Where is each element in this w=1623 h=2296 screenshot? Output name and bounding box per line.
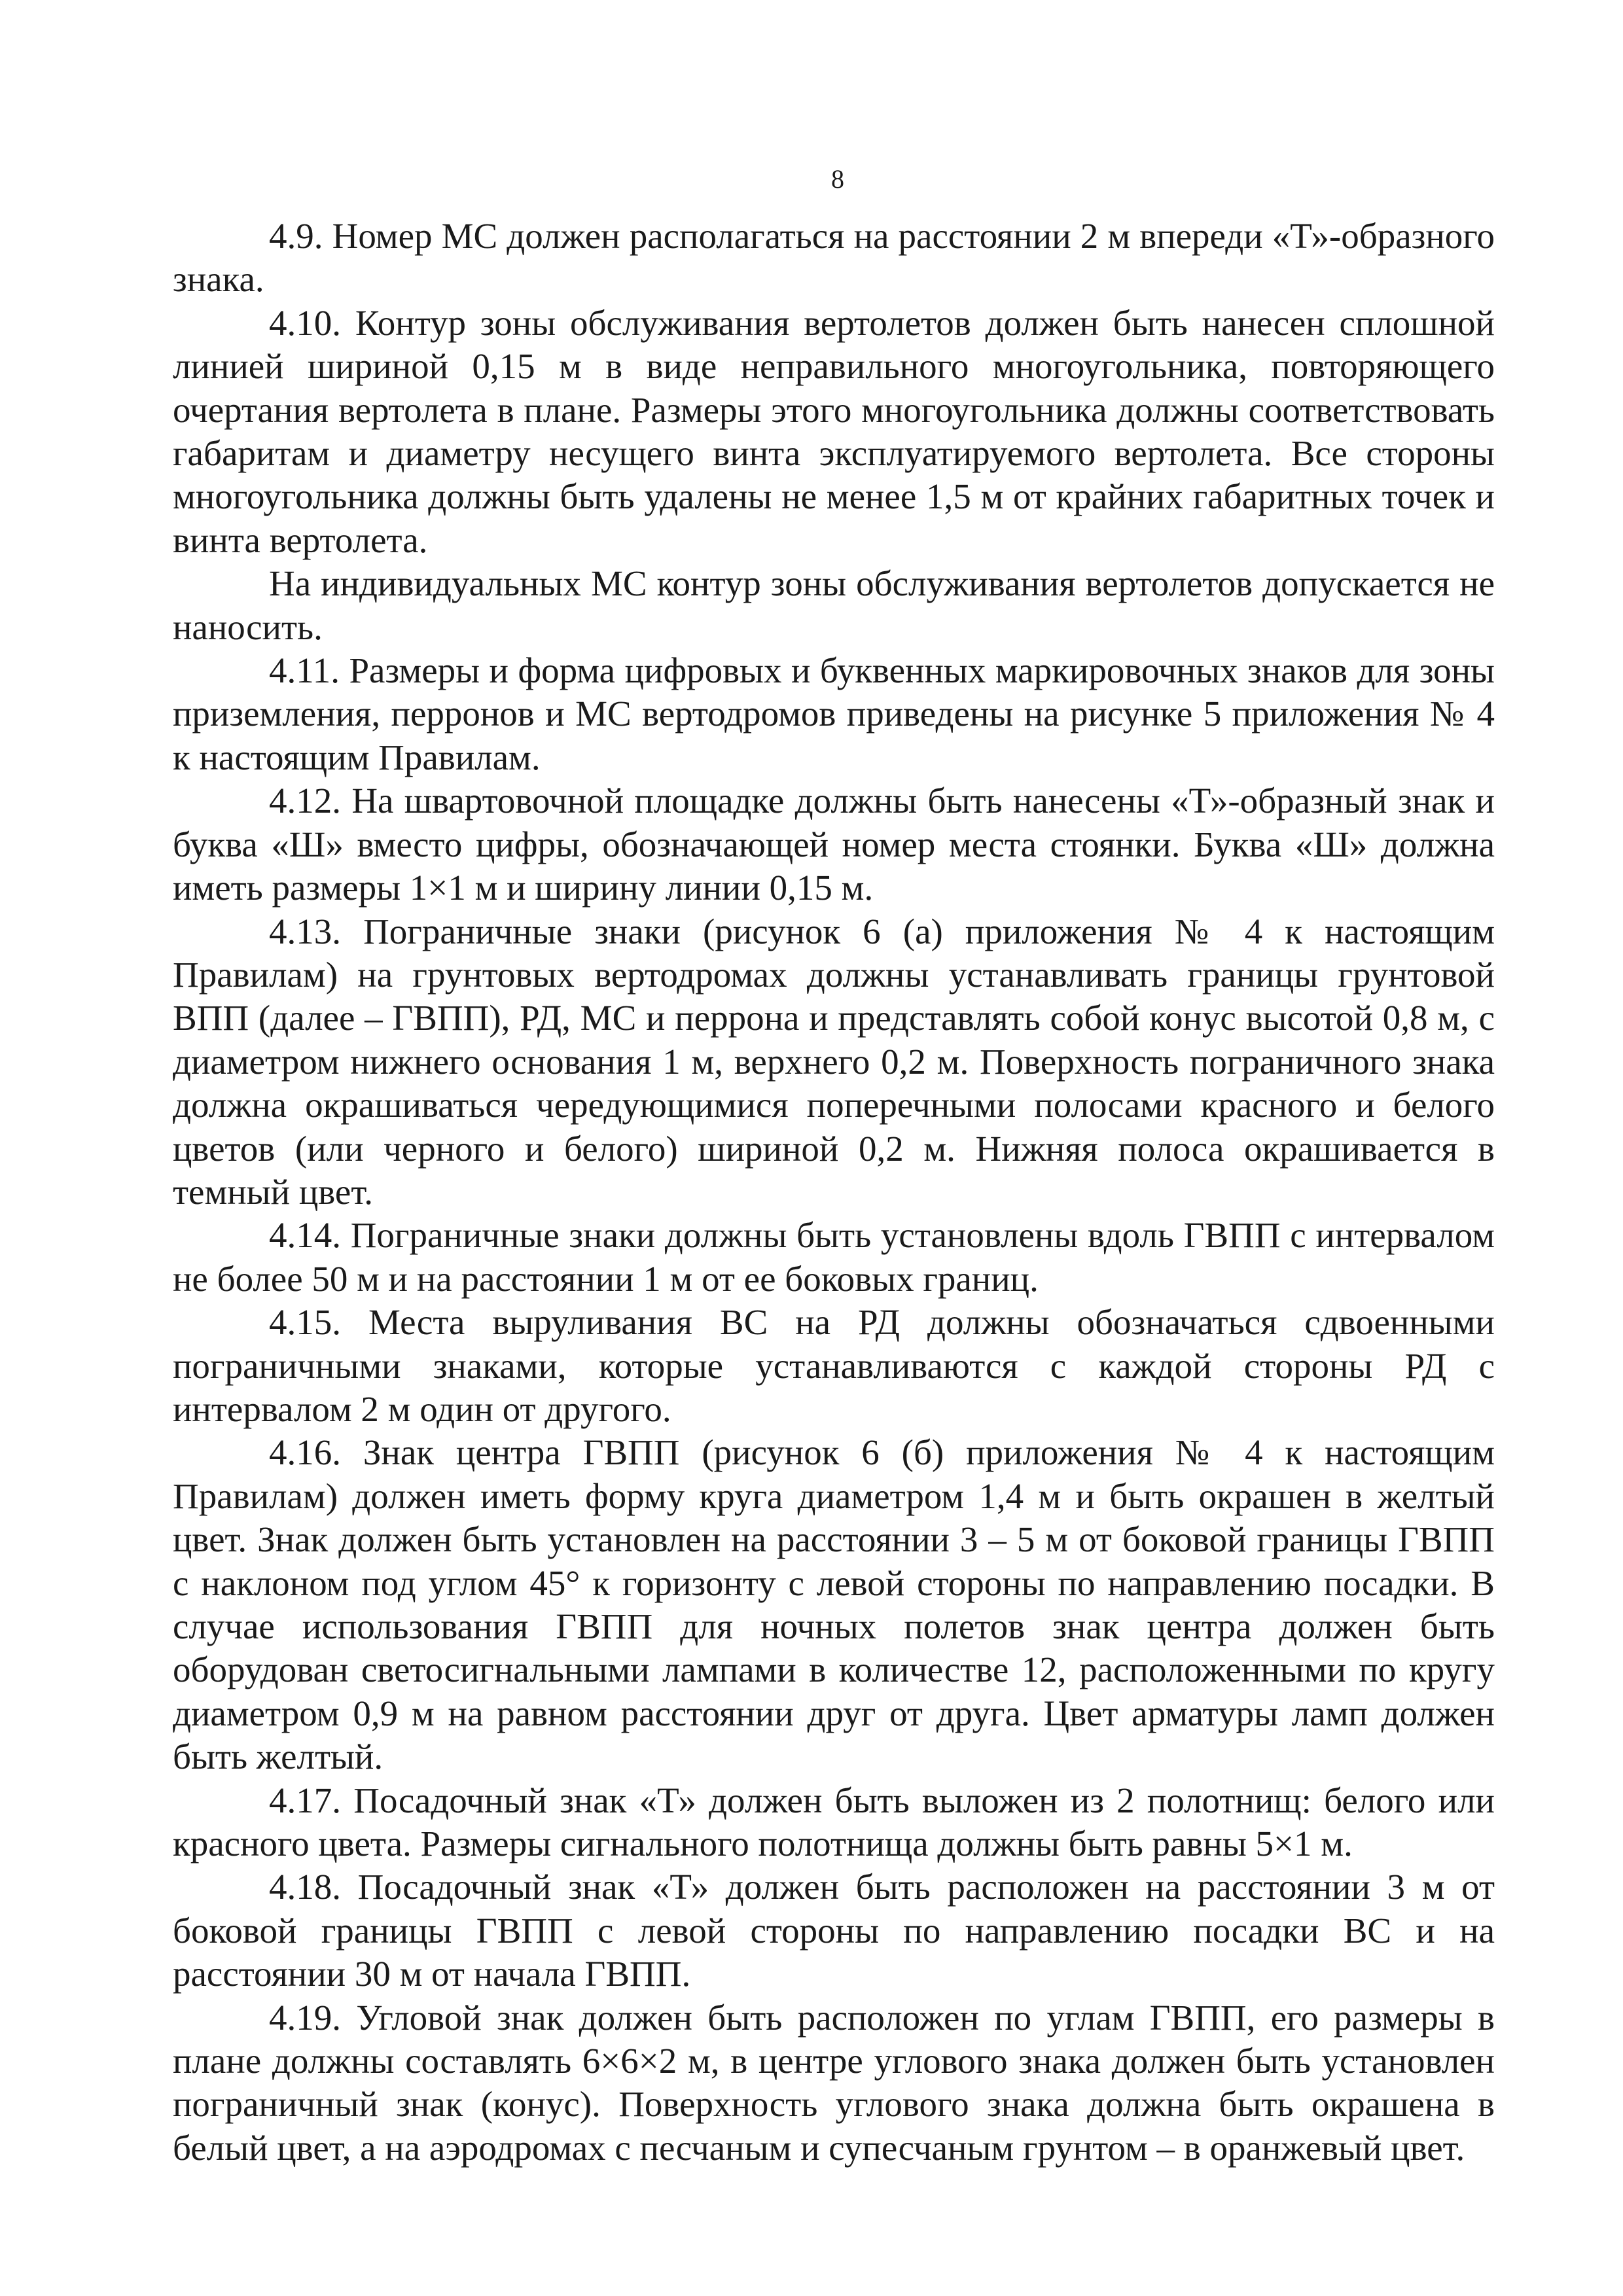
- paragraph-4-13: 4.13. Пограничные знаки (рисунок 6 (а) приложения № 4 к настоящим Правилам) на грунтовых вертодромах должны устанавливать границы грунтовой ВПП (далее – ГВПП), РД, МС и перрона и представлять собой конус высотой 0,8 м, с диаметром нижнего основания 1 м, верхнего 0,2 м. Поверхность пограничного знака должна окрашиваться чередующимися поперечными полосами красного и белого цветов (или черного и белого) шириной 0,2 м. Нижняя полоса окрашивается в темный цвет.: [173, 911, 1495, 1212]
- paragraph-4-9: 4.9. Номер МС должен располагаться на расстоянии 2 м впереди «Т»-образного знака.: [173, 216, 1495, 300]
- paragraph-4-19: 4.19. Угловой знак должен быть расположен по углам ГВПП, его размеры в плане должны составлять 6×6×2 м, в центре углового знака должен быть установлен пограничный знак (конус). Поверхность углового знака должна быть окрашена в белый цвет, а на аэродромах с песчаным и супесчаным грунтом – в оранжевый цвет.: [173, 1997, 1495, 2168]
- paragraph-4-10: 4.10. Контур зоны обслуживания вертолетов должен быть нанесен сплошной линией шириной 0,15 м в виде неправильного многоугольника, повторяющего очертания вертолета в плане. Размеры этого многоугольника должны соответствовать габаритам и диаметру несущего винта эксплуатируемого вертолета. Все стороны многоугольника должны быть удалены не менее 1,5 м от крайних габаритных точек и винта вертолета.: [173, 302, 1495, 560]
- document-body: [173, 215, 1495, 2170]
- paragraph-4-16: 4.16. Знак центра ГВПП (рисунок 6 (б) приложения № 4 к настоящим Правилам) должен иметь форму круга диаметром 1,4 м и быть окрашен в желтый цвет. Знак должен быть установлен на расстоянии 3 – 5 м от боковой границы ГВПП с наклоном под углом 45° к горизонту с левой стороны по направлению посадки. В случае использования ГВПП для ночных полетов знак центра должен быть оборудован светосигнальными лампами в количестве 12, расположенными по кругу диаметром 0,9 м на равном расстоянии друг от друга. Цвет арматуры ламп должен быть желтый.: [173, 1432, 1495, 1777]
- paragraph-4-15: 4.15. Места выруливания ВС на РД должны обозначаться сдвоенными пограничными знаками, которые устанавливаются с каждой стороны РД с интервалом 2 м один от другого.: [173, 1302, 1495, 1429]
- paragraph-4-11: 4.11. Размеры и форма цифровых и буквенных маркировочных знаков для зоны приземления, перронов и МС вертодромов приведены на рисунке 5 приложения № 4 к настоящим Правилам.: [173, 650, 1495, 777]
- paragraph-4-10-note: На индивидуальных МС контур зоны обслуживания вертолетов допускается не наносить.: [173, 563, 1495, 647]
- paragraph-4-18: 4.18. Посадочный знак «Т» должен быть расположен на расстоянии 3 м от боковой границы ГВПП с левой стороны по направлению посадки ВС и на расстоянии 30 м от начала ГВПП.: [173, 1867, 1495, 1994]
- paragraph-4-17: 4.17. Посадочный знак «Т» должен быть выложен из 2 полотнищ: белого или красного цвета. Размеры сигнального полотнища должны быть равны 5×1 м.: [173, 1780, 1495, 1864]
- paragraph-4-14: 4.14. Пограничные знаки должны быть установлены вдоль ГВПП с интервалом не более 50 м и на расстоянии 1 м от ее боковых границ.: [173, 1215, 1495, 1299]
- paragraph-4-12: 4.12. На швартовочной площадке должны быть нанесены «Т»-образный знак и буква «Ш» вместо цифры, обозначающей номер места стоянки. Буква «Ш» должна иметь размеры 1×1 м и ширину линии 0,15 м.: [173, 781, 1495, 908]
- page-number: 8: [831, 164, 844, 194]
